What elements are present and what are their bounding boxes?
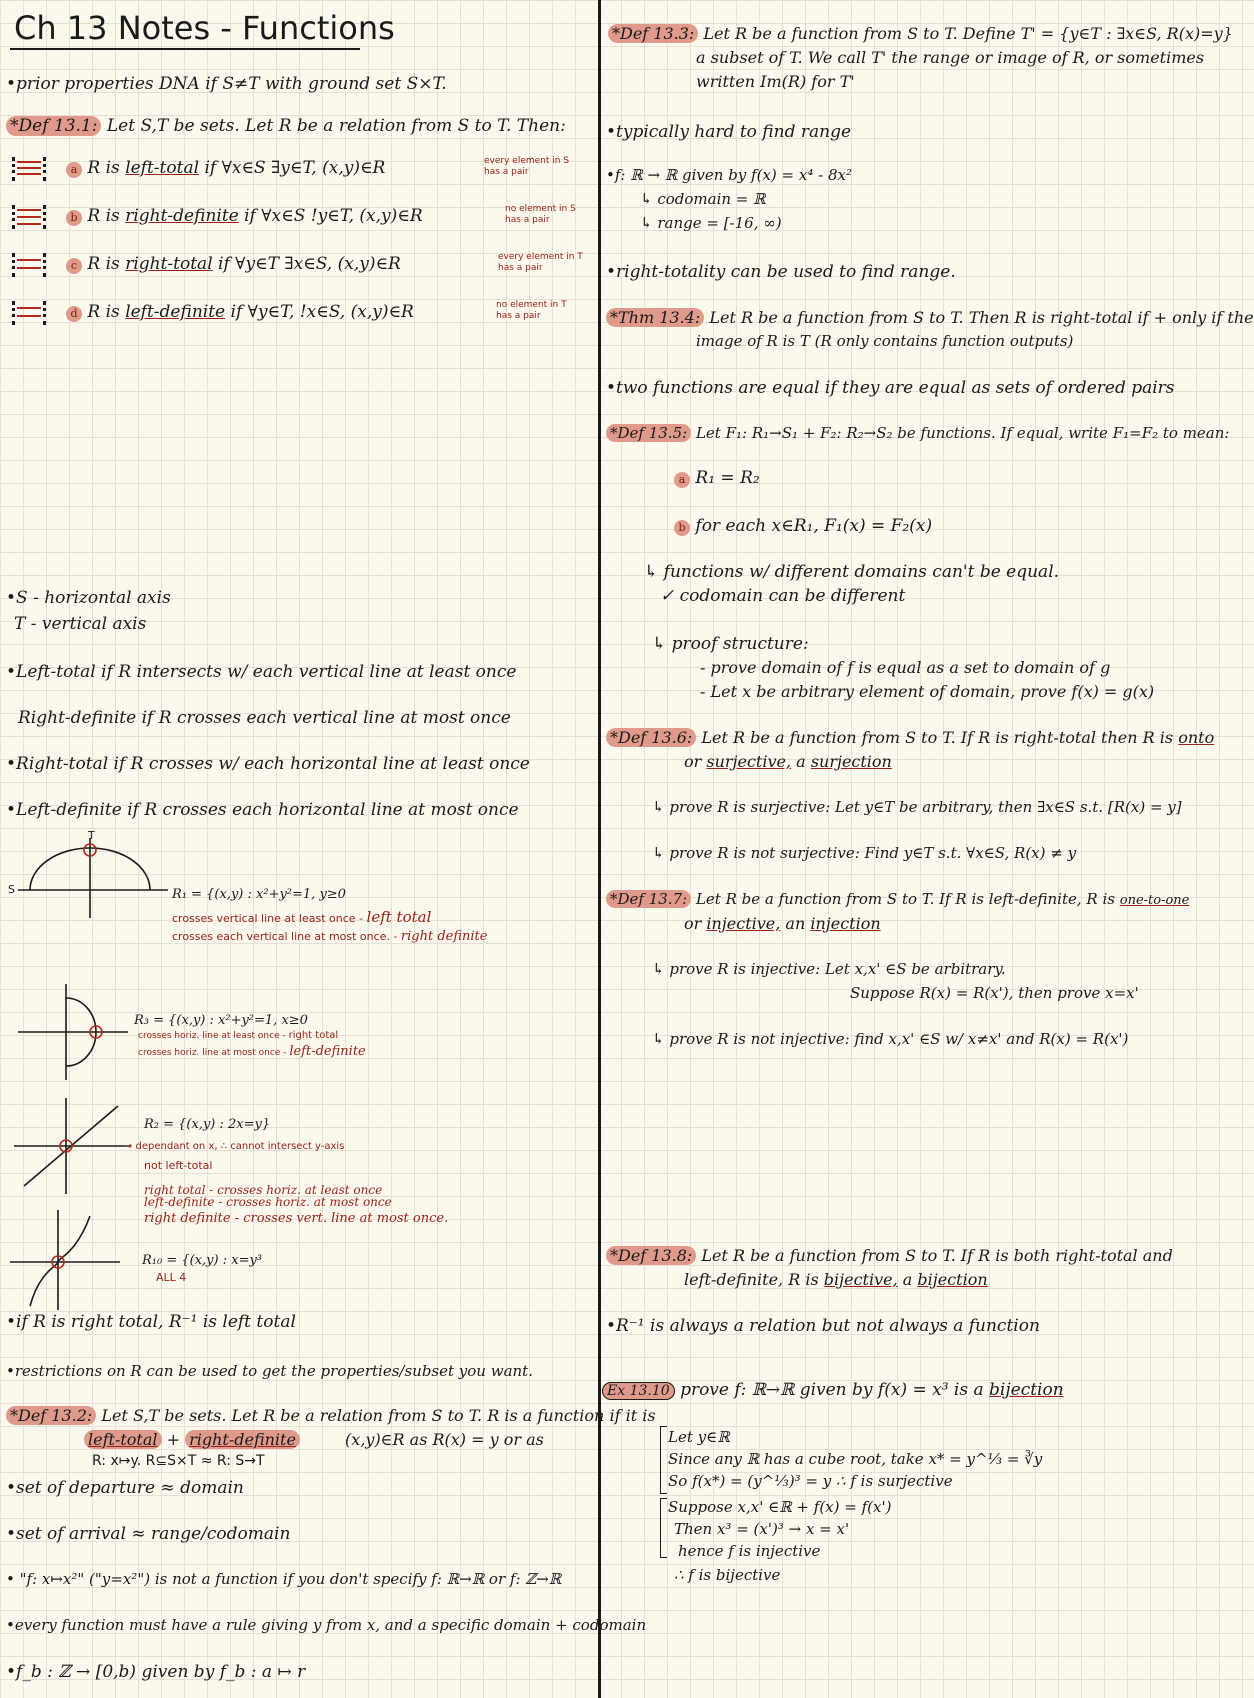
example-codomain: ↳ codomain = ℝ xyxy=(640,190,766,208)
graph-r3-half-circle xyxy=(18,984,128,1080)
def-13-8-tag: *Def 13.8: xyxy=(606,1246,696,1265)
graph-r10-equation: R₁₀ = {(x,y) : x=y³ xyxy=(142,1253,263,1268)
graph-r1-axis-s: S xyxy=(8,883,15,896)
note-right-definite: Right-definite if R crosses each vertical line at most once xyxy=(18,708,511,728)
def-13-6-line-2: or surjective, a surjection xyxy=(684,752,892,771)
def-13-5-a: a R₁ = R₂ xyxy=(674,470,760,488)
note-codomain: •set of arrival ≈ range/codomain xyxy=(6,1524,291,1544)
def-13-2-conditions: left-total + right-definite (x,y)∈R as R(x) = y or as xyxy=(84,1432,544,1448)
graph-r2-note-2: not left-total xyxy=(144,1159,213,1172)
note-prior-properties: •prior properties DNA if S≠T with ground set S×T. xyxy=(6,74,447,94)
note-restrictions: •restrictions on R can be used to get the properties/subset you want. xyxy=(6,1362,533,1380)
graph-r3-equation: R₃ = {(x,y) : x²+y²=1, x≥0 xyxy=(134,1013,308,1028)
note-range-hard: •typically hard to find range xyxy=(606,122,852,142)
note-domain: •set of departure ≈ domain xyxy=(6,1478,244,1498)
graph-r10-note: ALL 4 xyxy=(156,1271,187,1284)
def-13-1-heading xyxy=(6,118,566,135)
note-s-axis: •S - horizontal axis xyxy=(6,588,171,608)
graph-r2-note-5: right definite - crosses vert. line at most once. xyxy=(144,1211,449,1226)
page-divider xyxy=(598,0,601,1698)
graph-r2-equation: R₂ = {(x,y) : 2x=y} xyxy=(144,1117,271,1132)
def-13-1-item-c: c R is right-total if ∀y∈T ∃x∈S, (x,y)∈R xyxy=(66,256,401,274)
note-right-totality-range: •right-totality can be used to find range. xyxy=(606,262,956,282)
def-13-5-b: b for each x∈R₁, F₁(x) = F₂(x) xyxy=(674,518,932,536)
ex-13-10-line-5: Then x³ = (x')³ → x = x' xyxy=(674,1520,850,1538)
graph-r3-note-1: crosses horiz. line at least once - right total xyxy=(138,1030,339,1041)
def-13-2-notation: R: x↦y. R⊆S×T ≈ R: S→T xyxy=(92,1453,265,1469)
def-13-1-note-d: no element in T has a pair xyxy=(496,300,567,321)
def-13-3-line-1: *Def 13.3: Let R be a function from S to T. Define T' = {y∈T : ∃x∈S, R(x)=y} xyxy=(608,26,1233,42)
def-13-5-tag: *Def 13.5: xyxy=(606,424,691,442)
ex-13-10-line-7: ∴ f is bijective xyxy=(674,1566,781,1584)
graph-r3-note-2: crosses horiz. line at most once - left-definite xyxy=(138,1044,366,1059)
def-13-1-item-a: a R is left-total if ∀x∈S ∃y∈T, (x,y)∈R xyxy=(66,160,385,178)
ex-13-10-tag: Ex 13.10 xyxy=(602,1382,675,1400)
def-13-1-item-d: d R is left-definite if ∀y∈T, !x∈S, (x,y)∈R xyxy=(66,304,414,322)
def-13-5-proof-structure: ↳ proof structure: xyxy=(652,634,809,654)
def-13-3-line-2: a subset of T. We call T' the range or image of R, or sometimes xyxy=(696,48,1205,67)
ex-13-10-line-1: Let y∈ℝ xyxy=(668,1428,730,1446)
note-left-definite: •Left-definite if R crosses each horizontal line at most once xyxy=(6,800,519,820)
def-13-2-heading xyxy=(6,1408,656,1424)
mini-diagram-left-total xyxy=(12,157,46,181)
def-13-5-different-domains: ↳ functions w/ different domains can't be equal. xyxy=(644,562,1060,582)
def-13-7-prove-not-injective: ↳ prove R is not injective: find x,x' ∈S w/ x≠x' and R(x) = R(x') xyxy=(652,1030,1129,1048)
mini-diagram-left-definite xyxy=(12,301,46,325)
graph-r2-note-4: left-definite - crosses horiz. at most once xyxy=(144,1195,392,1209)
def-13-7-line-2: or injective, an injection xyxy=(684,914,881,933)
def-13-5-proof-step-1: - prove domain of f is equal as a set to domain of g xyxy=(700,658,1111,677)
def-13-1-item-b: b R is right-definite if ∀x∈S !y∈T, (x,y)∈R xyxy=(66,208,423,226)
graph-r2-note-3: right total - crosses horiz. at least once xyxy=(144,1183,383,1197)
title-underline xyxy=(10,48,360,50)
thm-13-4-line-2: image of R is T (R only contains function outputs) xyxy=(696,332,1074,350)
def-13-8-line-2: left-definite, R is bijective, a bijection xyxy=(684,1270,988,1289)
note-every-function-rule: •every function must have a rule giving y from x, and a specific domain + codomain xyxy=(6,1616,647,1634)
def-13-7-line-1: *Def 13.7: Let R be a function from S to T. If R is left-definite, R is one-to-one xyxy=(606,892,1189,907)
def-13-5-proof-step-2: - Let x be arbitrary element of domain, prove f(x) = g(x) xyxy=(700,682,1155,701)
def-13-1-note-a: every element in S has a pair xyxy=(484,156,570,177)
def-13-7-prove-injective: ↳ prove R is injective: Let x,x' ∈S be arbitrary. xyxy=(652,960,1006,978)
surjective-proof-bracket xyxy=(660,1426,667,1494)
ex-13-10-line-6: hence f is injective xyxy=(678,1542,821,1560)
note-fb-example: •f_b : ℤ → [0,b) given by f_b : a ↦ r xyxy=(6,1662,306,1682)
graph-r1-semicircle xyxy=(18,838,168,918)
def-13-6-prove-not-surjective: ↳ prove R is not surjective: Find y∈T s.t. ∀x∈S, R(x) ≠ y xyxy=(652,844,1077,862)
mini-diagram-right-definite xyxy=(12,205,46,229)
def-13-6-tag: *Def 13.6: xyxy=(606,728,696,747)
def-13-3-tag: *Def 13.3: xyxy=(608,24,698,43)
def-13-8-line-1: *Def 13.8: Let R be a function from S to T. If R is both right-total and xyxy=(606,1248,1173,1264)
graph-r1-note-2: crosses each vertical line at most once. - right definite xyxy=(172,929,488,944)
def-13-2-text: Let S,T be sets. Let R be a relation from S to T. R is a function if it is xyxy=(101,1406,656,1425)
note-t-axis: T - vertical axis xyxy=(14,614,147,634)
mini-diagram-right-total xyxy=(12,253,46,277)
def-13-7-prove-injective-2: Suppose R(x) = R(x'), then prove x=x' xyxy=(850,984,1139,1002)
def-13-1-note-c: every element in T has a pair xyxy=(498,252,583,273)
def-13-1-note-b: no element in S has a pair xyxy=(505,204,576,225)
ex-13-10-heading: Ex 13.10 prove f: ℝ→ℝ given by f(x) = x³ is a bijection xyxy=(602,1382,1064,1399)
graph-r1-axis-t: T xyxy=(88,829,95,842)
def-13-2-tag: *Def 13.2: xyxy=(6,1406,96,1425)
def-13-6-line-1: *Def 13.6: Let R be a function from S to T. If R is right-total then R is onto xyxy=(606,730,1214,746)
note-r-inverse: •R⁻¹ is always a relation but not always a function xyxy=(606,1316,1040,1336)
def-13-3-line-3: written Im(R) for T' xyxy=(696,72,855,91)
graph-r1-equation: R₁ = {(x,y) : x²+y²=1, y≥0 xyxy=(172,887,346,902)
note-left-total: •Left-total if R intersects w/ each vertical line at least once xyxy=(6,662,517,682)
def-13-7-tag: *Def 13.7: xyxy=(606,890,691,908)
note-specify-domain: • "f: x↦x²" ("y=x²") is not a function if you don't specify f: ℝ→ℝ or f: ℤ→ℝ xyxy=(6,1570,562,1588)
example-f-x4: •f: ℝ → ℝ given by f(x) = x⁴ - 8x² xyxy=(606,166,852,184)
note-right-total: •Right-total if R crosses w/ each horizontal line at least once xyxy=(6,754,530,774)
note-inverse-total: •if R is right total, R⁻¹ is left total xyxy=(6,1312,296,1332)
graph-r10-cubic xyxy=(10,1210,120,1310)
ex-13-10-line-2: Since any ℝ has a cube root, take x* = y^⅓ = ∛y xyxy=(668,1450,1043,1468)
def-13-6-prove-surjective: ↳ prove R is surjective: Let y∈T be arbitrary, then ∃x∈S s.t. [R(x) = y] xyxy=(652,798,1182,816)
thm-13-4-tag: *Thm 13.4: xyxy=(606,308,704,327)
injective-proof-bracket xyxy=(660,1498,667,1558)
def-13-5-line-1: *Def 13.5: Let F₁: R₁→S₁ + F₂: R₂→S₂ be functions. If equal, write F₁=F₂ to mean: xyxy=(606,426,1229,441)
graph-r1-note-1: crosses vertical line at least once - left total xyxy=(172,908,432,926)
def-13-1-tag: *Def 13.1: xyxy=(6,116,101,136)
note-functions-equal: •two functions are equal if they are equal as sets of ordered pairs xyxy=(606,378,1175,398)
graph-r2-note-1: → dependant on x, ∴ cannot intersect y-axis xyxy=(124,1141,345,1152)
ex-13-10-line-4: Suppose x,x' ∈ℝ + f(x) = f(x') xyxy=(668,1498,892,1516)
ex-13-10-line-3: So f(x*) = (y^⅓)³ = y ∴ f is surjective xyxy=(668,1472,953,1490)
def-13-1-text: Let S,T be sets. Let R be a relation from S to T. Then: xyxy=(106,116,566,136)
graph-r2-line xyxy=(14,1098,130,1194)
example-range: ↳ range = [-16, ∞) xyxy=(640,214,782,232)
def-13-5-codomain-different: ✓ codomain can be different xyxy=(660,586,906,606)
thm-13-4-line-1: *Thm 13.4: Let R be a function from S to T. Then R is right-total if + only if the xyxy=(606,310,1254,326)
page-title: Ch 13 Notes - Functions xyxy=(14,9,395,47)
